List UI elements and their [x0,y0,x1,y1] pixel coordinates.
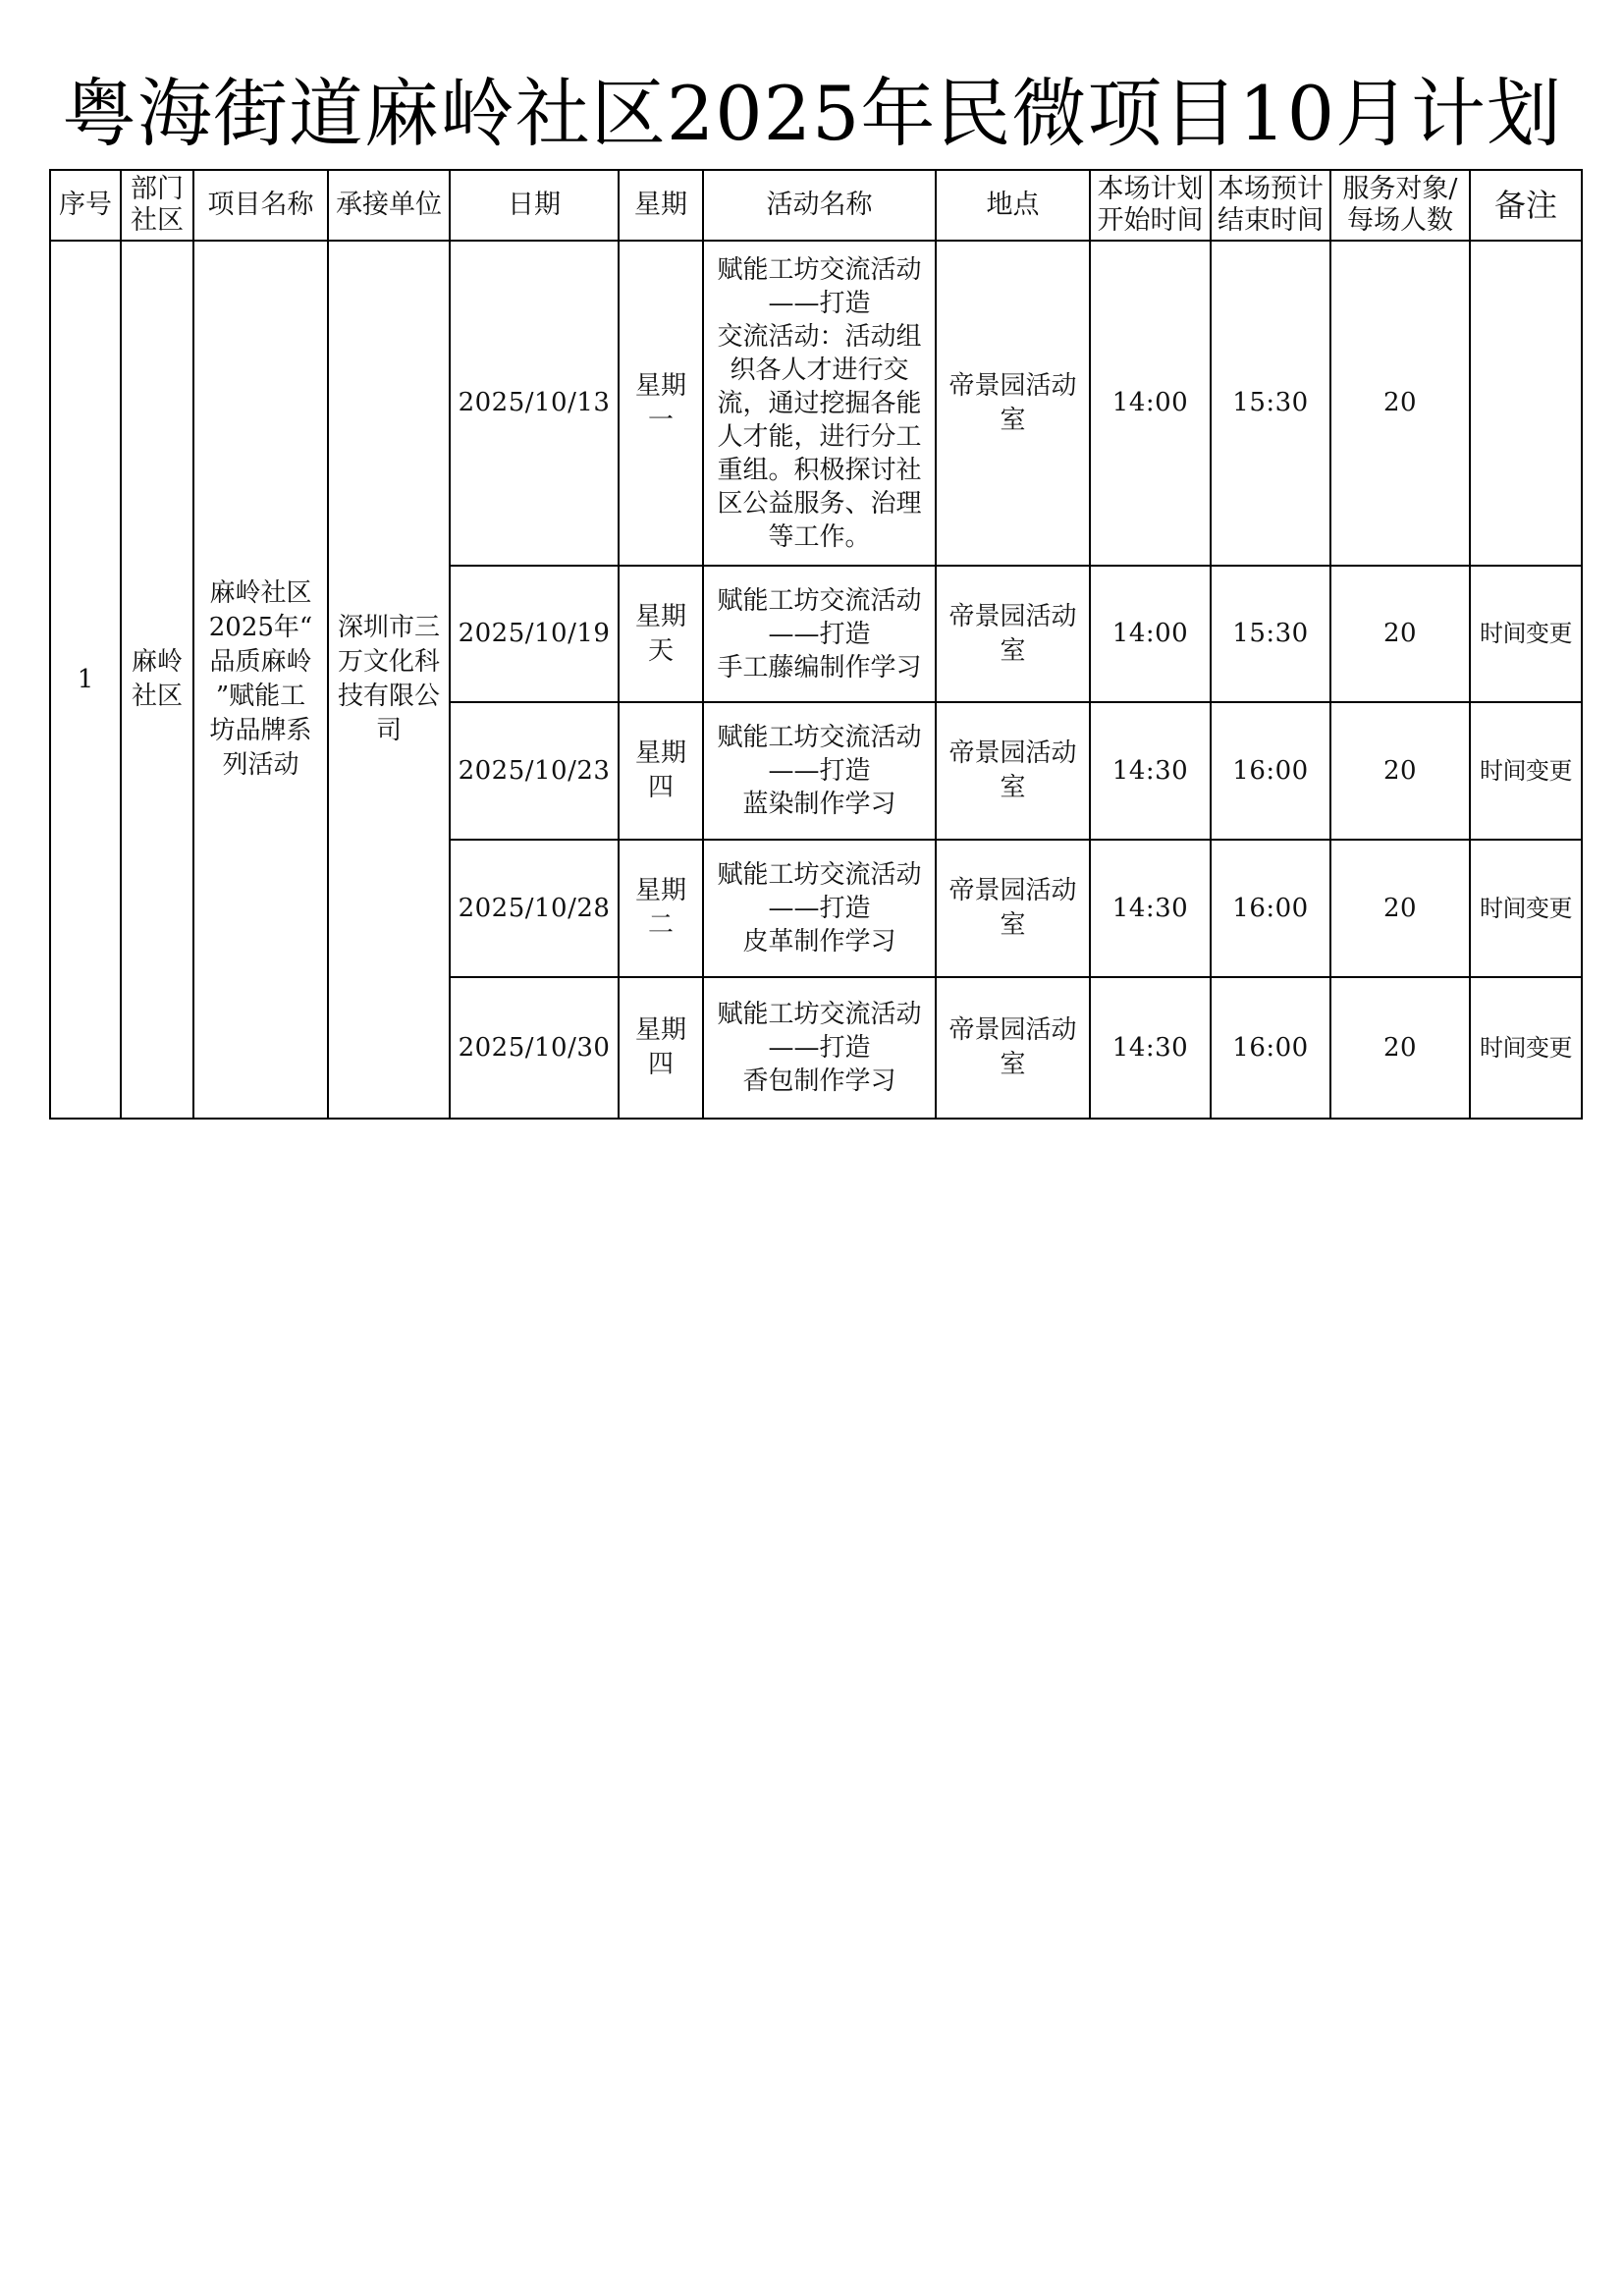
header-seq: 序号 [50,170,121,241]
row-location: 帝景园活动 室 [936,566,1090,702]
group-seq: 1 [50,241,121,1119]
row-end-time: 16:00 [1211,977,1330,1119]
row-date: 2025/10/30 [450,977,619,1119]
header-note: 备注 [1470,170,1582,241]
row-people: 20 [1330,702,1470,840]
row-activity: 赋能工坊交流活动 ——打造 手工藤编制作学习 [703,566,936,702]
row-people: 20 [1330,977,1470,1119]
header-row [50,170,1582,241]
group-project-name: 麻岭社区 2025年“ 品质麻岭 ”赋能工 坊品牌系 列活动 [193,241,328,1119]
row-note: 时间变更 [1470,977,1582,1119]
group-contractor: 深圳市三 万文化科 技有限公 司 [328,241,450,1119]
header-location: 地点 [936,170,1090,241]
header-end-time: 本场预计 结束时间 [1211,170,1330,241]
row-weekday: 星期 四 [619,977,703,1119]
row-note: 时间变更 [1470,566,1582,702]
row-activity: 赋能工坊交流活动 ——打造 交流活动：活动组 织各人才进行交 流，通过挖掘各能 人才能，进行分工 重组。积极探讨社 区公益服务、治理 等工作。 [703,241,936,566]
header-contractor: 承接单位 [328,170,450,241]
row-location: 帝景园活动 室 [936,840,1090,977]
row-people: 20 [1330,840,1470,977]
row-weekday: 星期 四 [619,702,703,840]
row-weekday: 星期 天 [619,566,703,702]
row-date: 2025/10/23 [450,702,619,840]
row-people: 20 [1330,241,1470,566]
row-location: 帝景园活动 室 [936,702,1090,840]
group-dept: 麻岭 社区 [121,241,193,1119]
header-weekday: 星期 [619,170,703,241]
row-start-time: 14:30 [1090,977,1211,1119]
row-activity: 赋能工坊交流活动 ——打造 香包制作学习 [703,977,936,1119]
row-start-time: 14:00 [1090,241,1211,566]
header-date: 日期 [450,170,619,241]
row-date: 2025/10/13 [450,241,619,566]
row-end-time: 16:00 [1211,840,1330,977]
row-note [1470,241,1582,566]
row-date: 2025/10/28 [450,840,619,977]
row-start-time: 14:30 [1090,840,1211,977]
row-weekday: 星期 二 [619,840,703,977]
header-dept: 部门 社区 [121,170,193,241]
row-weekday: 星期 一 [619,241,703,566]
header-project: 项目名称 [193,170,328,241]
row-date: 2025/10/19 [450,566,619,702]
row-start-time: 14:30 [1090,702,1211,840]
header-start-time: 本场计划 开始时间 [1090,170,1211,241]
header-people: 服务对象/ 每场人数 [1330,170,1470,241]
row-note: 时间变更 [1470,840,1582,977]
row-note: 时间变更 [1470,702,1582,840]
row-people: 20 [1330,566,1470,702]
row-activity: 赋能工坊交流活动 ——打造 蓝染制作学习 [703,702,936,840]
row-location: 帝景园活动 室 [936,977,1090,1119]
plan-table [49,169,1583,1120]
row-start-time: 14:00 [1090,566,1211,702]
row-end-time: 16:00 [1211,702,1330,840]
header-activity: 活动名称 [703,170,936,241]
page-title: 粤海街道麻岭社区2025年民微项目10月计划 [61,70,1563,157]
table-row [50,241,1582,566]
row-end-time: 15:30 [1211,241,1330,566]
row-end-time: 15:30 [1211,566,1330,702]
row-activity: 赋能工坊交流活动 ——打造 皮革制作学习 [703,840,936,977]
row-location: 帝景园活动 室 [936,241,1090,566]
